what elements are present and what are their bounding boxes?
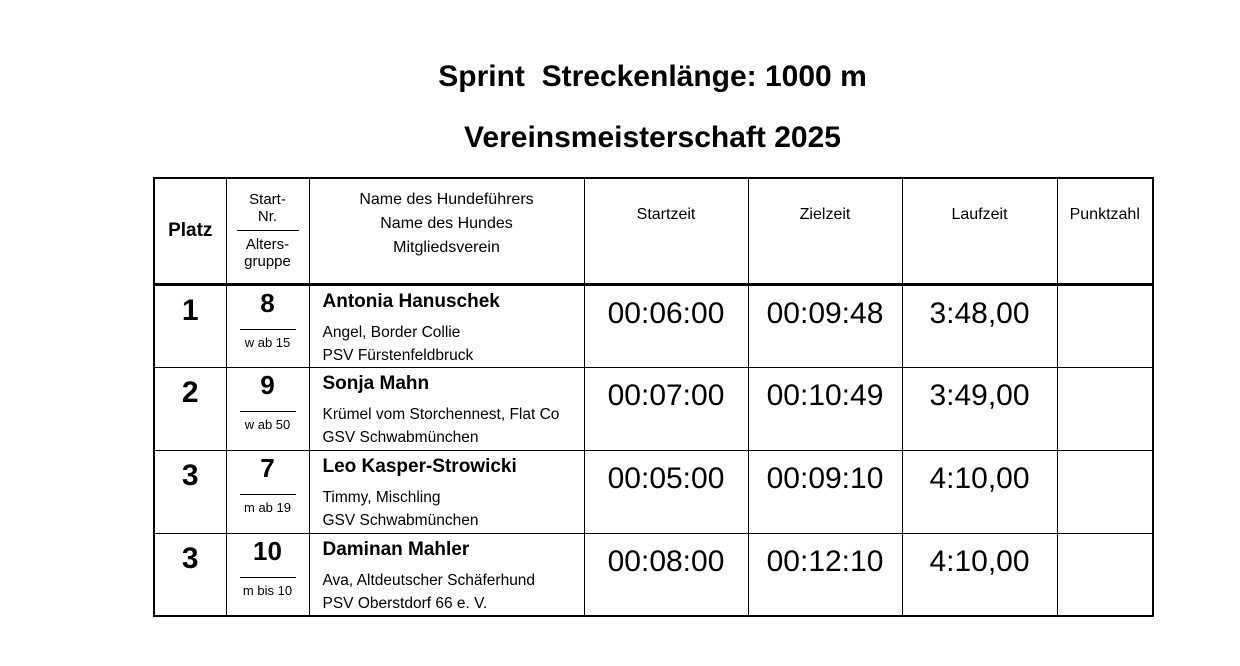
header-startzeit: Startzeit — [584, 178, 748, 284]
punktzahl-cell — [1057, 367, 1153, 450]
startzeit-cell: 00:06:00 — [584, 284, 748, 367]
start-number: 9 — [260, 369, 275, 400]
startnr-cell — [226, 367, 309, 450]
header-altersgruppe-line2: gruppe — [244, 253, 291, 271]
club-name: PSV Fürstenfeldbruck — [322, 346, 474, 364]
name-cell — [309, 367, 584, 450]
dog-name: Angel, Border Collie — [322, 323, 461, 341]
punktzahl-cell — [1057, 533, 1153, 616]
platz-cell: 3 — [154, 450, 226, 533]
page-subtitle: Vereinsmeisterschaft 2025 — [464, 121, 841, 154]
name-cell — [309, 533, 584, 616]
punktzahl-cell — [1057, 284, 1153, 367]
header-name — [309, 178, 584, 284]
zielzeit-cell: 00:12:10 — [748, 533, 902, 616]
club-name: PSV Oberstdorf 66 e. V. — [322, 594, 488, 612]
header-startnr-line1: Start- — [249, 191, 286, 209]
header-zielzeit: Zielzeit — [748, 178, 902, 284]
header-startnr-altersgruppe — [226, 178, 309, 284]
handler-name: Sonja Mahn — [322, 372, 430, 394]
startnr-divider-line — [240, 329, 296, 330]
punktzahl-cell — [1057, 450, 1153, 533]
startnr-cell — [226, 450, 309, 533]
header-name-line3: Mitgliedsverein — [393, 239, 500, 256]
platz-cell: 1 — [154, 284, 226, 367]
laufzeit-cell: 4:10,00 — [902, 450, 1057, 533]
startnr-cell — [226, 533, 309, 616]
laufzeit-cell: 4:10,00 — [902, 533, 1057, 616]
table-row — [154, 450, 1153, 533]
startzeit-cell: 00:08:00 — [584, 533, 748, 616]
altersgruppe-value: w ab 50 — [244, 416, 291, 432]
table-header — [154, 178, 1153, 284]
header-name-line1: Name des Hundeführers — [359, 191, 534, 208]
zielzeit-cell: 00:10:49 — [748, 367, 902, 450]
name-cell — [309, 450, 584, 533]
laufzeit-cell: 3:49,00 — [902, 367, 1057, 450]
table-row — [154, 284, 1153, 367]
header-row — [154, 178, 1153, 284]
table-row — [154, 367, 1153, 450]
header-divider-line — [237, 230, 299, 231]
startzeit-cell: 00:05:00 — [584, 450, 748, 533]
platz-cell: 3 — [154, 533, 226, 616]
header-startnr-line2: Nr. — [257, 208, 278, 226]
start-number: 8 — [260, 287, 275, 318]
start-number: 7 — [260, 452, 275, 483]
club-name: GSV Schwabmünchen — [322, 428, 479, 446]
startzeit-cell: 00:07:00 — [584, 367, 748, 450]
startnr-divider-line — [240, 577, 296, 578]
club-name: GSV Schwabmünchen — [322, 511, 479, 529]
name-cell — [309, 284, 584, 367]
handler-name: Antonia Hanuschek — [322, 290, 500, 312]
altersgruppe-value: m ab 19 — [244, 499, 291, 515]
platz-cell: 2 — [154, 367, 226, 450]
header-altersgruppe-line1: Alters- — [245, 236, 290, 254]
handler-name: Daminan Mahler — [322, 538, 470, 560]
startnr-divider-line — [240, 411, 296, 412]
altersgruppe-value: m bis 10 — [242, 582, 293, 598]
handler-name: Leo Kasper-Strowicki — [322, 455, 517, 477]
laufzeit-cell: 3:48,00 — [902, 284, 1057, 367]
header-name-line2: Name des Hundes — [380, 215, 513, 232]
header-punktzahl: Punktzahl — [1057, 178, 1153, 284]
dog-name: Timmy, Mischling — [322, 488, 441, 506]
start-number: 10 — [253, 535, 282, 566]
dog-name: Ava, Altdeutscher Schäferhund — [322, 571, 536, 589]
zielzeit-cell: 00:09:10 — [748, 450, 902, 533]
altersgruppe-value: w ab 15 — [244, 334, 291, 350]
dog-name: Krümel vom Storchennest, Flat Co — [322, 405, 560, 423]
table-row — [154, 533, 1153, 616]
header-laufzeit: Laufzeit — [902, 178, 1057, 284]
startnr-cell — [226, 284, 309, 367]
results-table — [153, 177, 1154, 617]
header-platz: Platz — [154, 178, 226, 284]
startnr-divider-line — [240, 494, 296, 495]
zielzeit-cell: 00:09:48 — [748, 284, 902, 367]
page-title: Sprint Streckenlänge: 1000 m — [438, 60, 867, 93]
